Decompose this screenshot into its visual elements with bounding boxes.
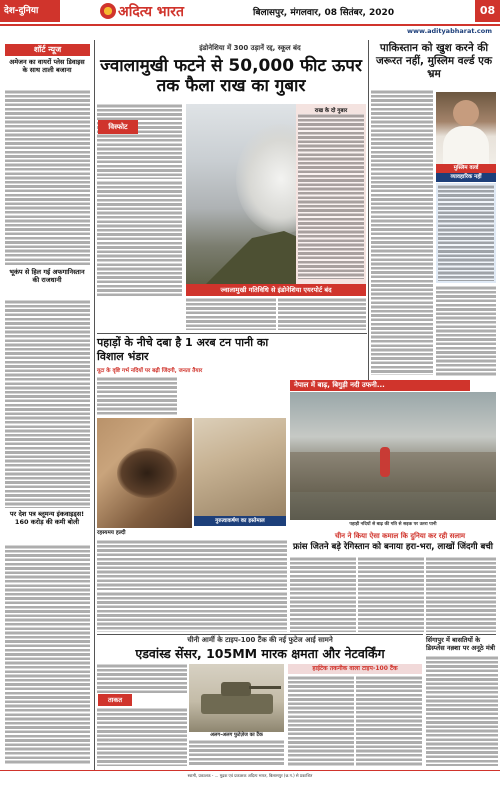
china-body-2 <box>358 557 424 632</box>
short-news-body-1 <box>5 90 90 265</box>
masthead-rule <box>0 24 500 26</box>
lead-photo-caption: ज्वालामुखी गतिविधि से इंडोनेशिया एयरपोर्ट बंद <box>186 284 366 296</box>
china-body-3 <box>426 557 496 632</box>
person-red-figure <box>380 447 390 477</box>
cave-opening <box>117 448 177 498</box>
pakistan-quote-box <box>436 183 496 283</box>
tank-body-3 <box>189 740 284 766</box>
short-news-title-3: पर देश पत्र ब्लूमन्य इंकवाइड्स! 160 करोड़ की कमी बोली <box>9 510 85 526</box>
col-divider-left <box>94 40 95 770</box>
pakistan-photo-sublabel: व्यावहारिक नहीं <box>436 173 496 182</box>
lead-body-4 <box>186 298 276 330</box>
story2-headline: पहाड़ों के नीचे दबा है 1 अरब टन पानी का विशाल भंडार <box>97 336 269 363</box>
pakistan-body-2 <box>436 286 496 376</box>
tank-body-1 <box>97 664 187 694</box>
china-headline: चीन ने किया ऐसा कमाल कि दुनिया कर रही सलाम <box>334 532 466 540</box>
nepal-photo <box>290 392 496 520</box>
tank-photo <box>189 664 284 732</box>
lead-body-1 <box>97 104 182 179</box>
tank-body-2 <box>97 708 187 766</box>
masthead-logo <box>100 1 200 23</box>
rock-caption: गुरुत्वाकर्षण का इस्तेमाल <box>194 516 286 526</box>
col-divider-mid <box>368 40 369 380</box>
tank-gun <box>249 686 281 689</box>
short-news-body-2 <box>5 300 90 508</box>
pakistan-body-1 <box>371 90 433 375</box>
section-tab: देश-दुनिया <box>0 0 60 22</box>
pakistan-photo <box>436 92 496 166</box>
story2-body-3 <box>97 592 287 632</box>
person-robe <box>443 126 489 166</box>
page-number: 08 <box>475 0 500 22</box>
nepal-title: नेपाल में बाढ़, बिगुड़ी नदी उफनी... <box>290 380 470 391</box>
cave-caption: रहस्यमय हल्दी <box>97 530 126 536</box>
tank-label: ताकत <box>98 694 132 706</box>
lead-body-5 <box>278 298 366 330</box>
tank-headline: एडवांस्ड सेंसर, 105MM मारक क्षमता और नेटवर्किंग <box>135 646 385 661</box>
website-url[interactable]: www.adityabharat.com <box>407 27 492 35</box>
lead-sidebar <box>296 104 366 284</box>
rock-photo <box>194 418 286 516</box>
logo-emblem-icon <box>100 3 116 19</box>
tank-photo-caption: अलग-अलग फुटेज़ेज का टैंक <box>210 732 263 738</box>
tank-hull <box>201 694 273 714</box>
tank-kicker: चीनी आर्मी के टाइप-100 टैंक की नई फुटेज आई सामने <box>187 636 333 644</box>
tank-turret <box>221 682 251 696</box>
masthead-date: बिलासपुर, मंगलवार, 08 सितंबर, 2020 <box>253 8 395 18</box>
story2-subhead: यूटा के वृष्टि गर्भ नदियों पर बढ़ी जिंदगी, जनता तैयार <box>97 368 203 374</box>
lead-sidebar-title: राख के दो गुबार <box>314 108 348 114</box>
lead-body-2 <box>97 181 182 296</box>
pakistan-headline: पाकिस्तान को खुश करने की जरूरत नहीं, मुस्लिम वर्ल्ड एक भ्रम <box>375 42 493 80</box>
lead-label: विस्फोट <box>98 120 138 134</box>
footer-imprint: स्वामी, प्रकाशक - ... मुद्रक एवं प्रकाशक अदित्य भारत, बिलासपुर (छ.ग.) से प्रकाशित <box>187 773 313 778</box>
singapore-headline: सिंगापुर में बासतियों के डिस्प्लेस नक़्शा पर अनूठे मंत्री <box>426 636 496 652</box>
china-body-1 <box>290 557 356 632</box>
short-news-title-1: अमेजन का वायरों प्लेस डिवाइस के साथ ताली बजाना <box>9 58 85 74</box>
pakistan-photo-label: मुस्लिम वर्ल्ड <box>436 164 496 173</box>
singapore-body <box>426 656 498 766</box>
short-news-title-2: भूकंप से हिल गई अफगानिस्तान की राजधानी <box>9 268 85 284</box>
tank-body-5 <box>356 676 422 766</box>
h-rule-singapore <box>426 634 496 635</box>
story2-body <box>97 377 177 415</box>
short-news-body-3 <box>5 545 90 765</box>
footer-rule <box>0 770 500 771</box>
h-rule-1 <box>97 333 367 334</box>
tank-side-kicker: हाईटेक तकनीक वाला टाइप-100 टैंक <box>288 664 422 674</box>
nepal-caption: पहाड़ी नदियों से बाढ़ की गति से सड़क पर उतरा पानी <box>349 522 437 527</box>
logo-text: अदित्य भारत <box>118 4 184 20</box>
story2-body-2 <box>97 540 287 590</box>
h-rule-tank <box>97 634 423 635</box>
china-subhead: फ्रांस जितने बड़े रेगिस्तान को बनाया हरा-भरा, लाखों जिंदगी बची <box>293 542 493 552</box>
person-silhouette <box>453 100 479 126</box>
lead-sidebar-body <box>298 114 364 279</box>
river-water <box>290 452 496 492</box>
short-news-header: शॉर्ट न्यूज <box>5 44 90 56</box>
tank-body-4 <box>288 676 354 766</box>
cave-photo <box>97 418 192 528</box>
lead-headline: ज्वालामुखी फटने से 50,000 फीट ऊपर तक फैला राख का गुबार <box>100 56 362 96</box>
pakistan-quote-text <box>438 185 494 281</box>
lead-kicker: इंडोनेशिया में 300 उड़ानें रद्द, स्कूल बंद <box>199 44 301 52</box>
